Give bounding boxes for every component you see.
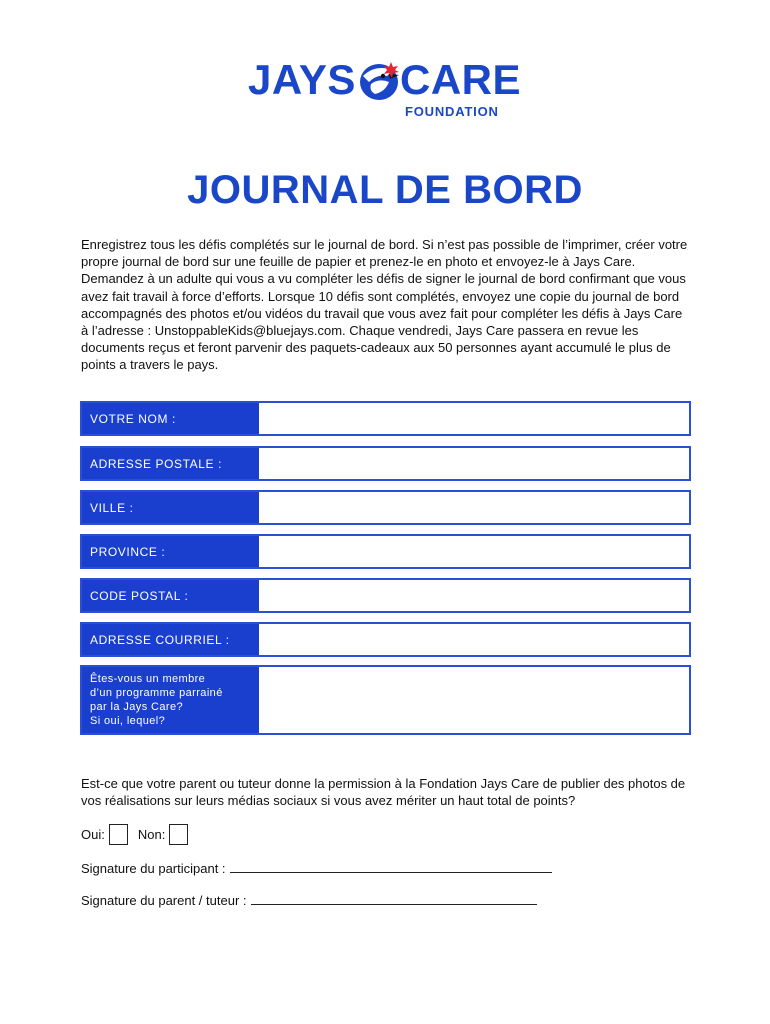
parent-signature-label: Signature du parent / tuteur : [81,893,247,908]
form-row-email [80,622,691,657]
parent-signature [81,892,537,908]
province-field[interactable] [259,536,689,567]
form-row-province [80,534,691,569]
page-title: JOURNAL DE BORD [187,168,583,212]
email-field[interactable] [259,624,689,655]
jays-care-logo [248,58,523,126]
participant-signature [81,860,552,876]
intro-paragraph: Enregistrez tous les défis complétés sur le journal de bord. Si n’est pas possible de l’imprimer, créer votre propre journal de bord sur une feuille de papier et prenez-le en photo et envoyez-le à Jays Care. Demandez à un adulte qui vous a vu compléter les défis de signer le journal de bord confirmant que vous avez fait travail à force d’efforts. Lorsque 10 défis sont complétés, envoyez une copie du journal de bord accompagnés des photos et/ou vidéos du travail que vous avez fait pour compléter les défis à Jays Care à l’adresse : UnstoppableKids@bluejays.com. Chaque vendredi, Jays Care passera en revue les documents reçus et feront parvenir des paquets-cadeaux aux 50 personnes ayant accumulé le plus de points a travers le pays. [81,237,688,373]
logo-word-jays: JAYS [248,56,356,103]
participant-signature-line[interactable] [230,860,552,873]
form-row-postal-code [80,578,691,613]
field-label: ADRESSE COURRIEL : [82,624,259,655]
parent-signature-line[interactable] [251,892,537,905]
form-row-name [80,401,691,436]
logo-word-care: CARE [400,56,522,103]
yes-label: Oui: [81,826,105,842]
name-field[interactable] [259,403,689,434]
field-label: PROVINCE : [82,536,259,567]
field-label: ADRESSE POSTALE : [82,448,259,479]
no-checkbox[interactable] [169,824,188,845]
logo-subtitle: FOUNDATION [405,104,499,119]
blue-jay-icon [353,58,405,104]
field-label: VILLE : [82,492,259,523]
city-field[interactable] [259,492,689,523]
program-field[interactable] [259,667,689,733]
no-label: Non: [137,826,166,842]
permission-choices [81,822,198,846]
field-label: VOTRE NOM : [82,403,259,434]
yes-checkbox[interactable] [109,824,128,845]
form-row-program [80,665,691,735]
address-field[interactable] [259,448,689,479]
participant-signature-label: Signature du participant : [81,861,226,876]
postal-code-field[interactable] [259,580,689,611]
form-row-address [80,446,691,481]
form-row-city [80,490,691,525]
field-label: Êtes-vous un membre d’un programme parrainé par la Jays Care? Si oui, lequel? [82,667,259,733]
permission-question: Est-ce que votre parent ou tuteur donne la permission à la Fondation Jays Care de publier des photos de vos réalisations sur leurs médias sociaux si vous avez mériter un haut total de points? [81,776,686,808]
field-label: CODE POSTAL : [82,580,259,611]
